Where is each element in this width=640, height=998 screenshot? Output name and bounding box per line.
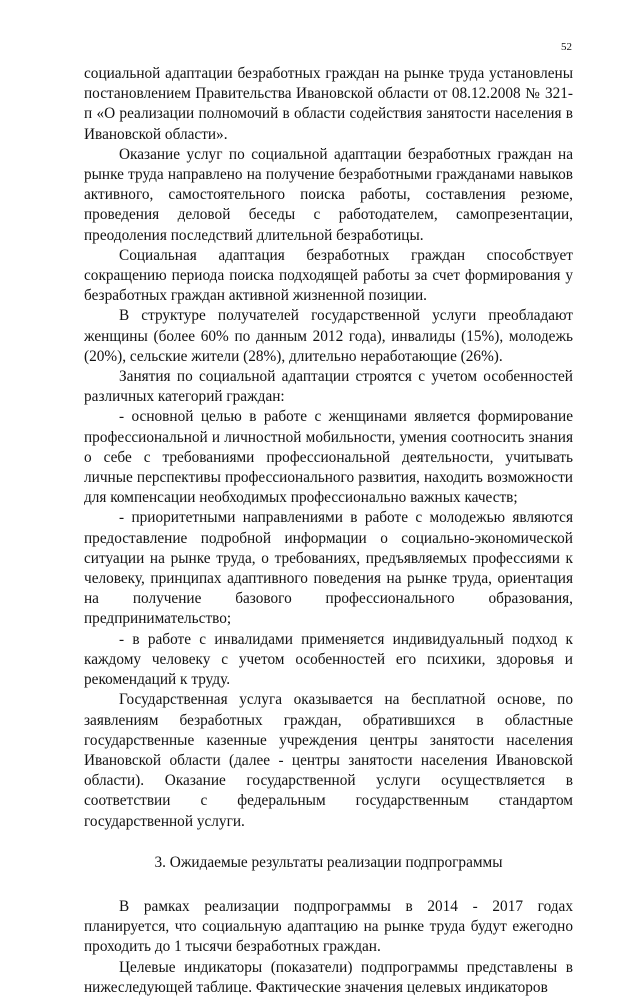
page-number: 52: [561, 41, 572, 53]
paragraph: Оказание услуг по социальной адаптации безработных граждан на рынке труда направлено на получение безработными гражданами навыков активного, самостоятельного поиска работы, составления резюме, проведения деловой беседы с работодателем, самопрезентации, преодоления последствий длительной безработицы.: [84, 145, 573, 244]
paragraph-continuation: социальной адаптации безработных граждан на рынке труда установлены постановлением Правительства Ивановской области от 08.12.2008 № 321-п «О реализации полномочий в области содействия занятости населения в Ивановской области».: [84, 65, 573, 143]
section-heading: 3. Ожидаемые результаты реализации подпрограммы: [154, 853, 503, 871]
paragraph: В рамках реализации подпрограммы в 2014 - 2017 годах планируется, что социальную адаптацию на рынке труда будут ежегодно проходить до 1 тысячи безработных граждан.: [84, 897, 573, 956]
paragraph: Занятия по социальной адаптации строятся с учетом особенностей различных категорий граждан:: [84, 368, 573, 406]
paragraph: В структуре получателей государственной услуги преобладают женщины (более 60% по данным 2012 года), инвалиды (15%), молодежь (20%), сельские жители (28%), длительно неработающие (26%).: [84, 307, 573, 365]
paragraph: Государственная услуга оказывается на бесплатной основе, по заявлениям безработных граждан, обратившихся в областные государственные казенные учреждения центры занятости населения Ивановской области (далее - центры занятости населения Ивановской области). Оказание государственной услуги осуществляется в соответствии с федеральным государственным стандартом государственной услуги.: [84, 691, 573, 830]
paragraph: Социальная адаптация безработных граждан способствует сокращению периода поиска подходящей работы за счет формирования у безработных граждан активной жизненной позиции.: [84, 246, 573, 305]
document-body: [84, 64, 573, 998]
list-item: - приоритетными направлениями в работе с молодежью являются предоставление подробной информации о социально-экономической ситуации на рынке труда, о требованиях, предъявляемых профессиями к человеку, принципах адаптивного поведения на рынке труда, ориентация на получение базового профессионального образования, предпринимательство;: [84, 509, 573, 628]
list-item: - в работе с инвалидами применяется индивидуальный подход к каждому человеку с учетом особенностей его психики, здоровья и рекомендаций к труду.: [84, 630, 573, 689]
paragraph: Целевые индикаторы (показатели) подпрограммы представлены в нижеследующей таблице. Фактические значения целевых индикаторов: [84, 958, 573, 996]
list-item: - основной целью в работе с женщинами является формирование профессиональной и личностной мобильности, умения соотносить знания о себе с требованиями профессиональной деятельности, учитывать личные перспективы профессионального развития, находить возможности для компенсации необходимых профессионально важных качеств;: [84, 408, 573, 507]
